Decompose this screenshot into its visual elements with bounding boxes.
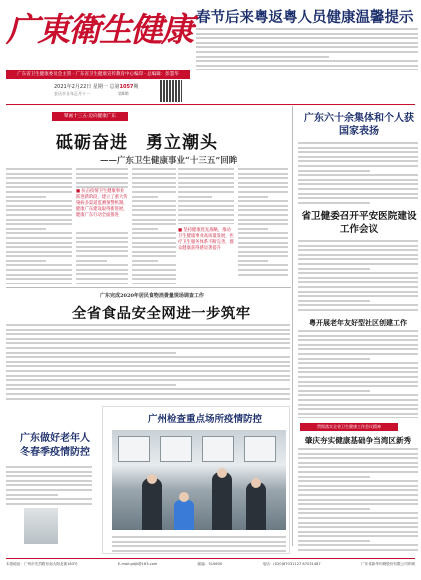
text-line — [298, 339, 418, 341]
header-rule — [6, 104, 415, 105]
text-line — [298, 522, 418, 524]
text-line — [238, 237, 288, 239]
text-line — [6, 375, 290, 377]
text-line — [178, 177, 234, 179]
text-line — [298, 258, 418, 260]
text-line — [298, 193, 418, 195]
top-story-body — [196, 28, 418, 70]
text-line — [132, 191, 176, 193]
text-line — [298, 453, 418, 455]
main-body-col1 — [6, 168, 72, 284]
text-line — [298, 417, 418, 418]
text-line — [132, 278, 176, 280]
right-story4-tag: 贯彻落实全省卫生健康工作会议精神 — [300, 423, 398, 431]
right-story3-headline[interactable]: 粤开展老年友好型社区创建工作 — [309, 318, 407, 327]
text-line — [238, 251, 288, 253]
text-line — [6, 228, 46, 230]
text-line — [6, 209, 72, 211]
text-line — [76, 182, 128, 184]
text-line — [238, 209, 288, 211]
text-line — [6, 338, 290, 340]
text-line — [6, 480, 92, 482]
text-line — [238, 200, 288, 202]
footer-email: E-mail:gdjk@163.com — [117, 562, 158, 566]
masthead-logo: 广東衛生健康 — [6, 10, 192, 49]
text-line — [238, 205, 288, 207]
text-line — [298, 485, 418, 487]
text-line — [298, 385, 418, 387]
text-line — [112, 536, 286, 538]
text-line — [6, 214, 72, 216]
text-line — [298, 390, 370, 392]
text-line — [76, 177, 128, 179]
text-line — [76, 283, 128, 284]
text-line — [196, 28, 418, 30]
text-line — [298, 197, 418, 199]
text-line — [132, 214, 176, 216]
text-line — [76, 260, 107, 262]
text-line — [298, 448, 418, 450]
text-line — [76, 232, 128, 234]
text-line — [238, 196, 268, 198]
text-line — [6, 177, 72, 179]
text-line — [196, 60, 418, 62]
text-line — [298, 394, 418, 396]
text-line — [298, 531, 418, 533]
text-line — [196, 42, 418, 44]
pull-quote-1: ■ 抗击疫情卫生健康事业跃进新阶段，建立了重大传染病多渠道监测预警机制，健康广东建设取得新进展，健康广东行动全面推进 — [76, 189, 128, 218]
text-line — [298, 508, 370, 510]
text-line — [6, 274, 72, 276]
text-line — [298, 281, 418, 283]
text-line — [132, 237, 176, 239]
issue-suffix: 期 — [133, 84, 139, 90]
text-line — [6, 379, 290, 381]
text-line — [298, 330, 418, 332]
side-image — [24, 508, 58, 544]
text-line — [132, 186, 176, 188]
photo-image[interactable] — [112, 430, 286, 530]
text-line — [178, 168, 234, 170]
text-line — [238, 274, 288, 276]
text-line — [76, 255, 128, 257]
issue-line — [54, 83, 138, 90]
right-story4-headline[interactable]: 肇庆夯实健康基础争当湾区新秀 — [304, 436, 412, 445]
text-line — [76, 246, 128, 248]
text-line — [238, 182, 288, 184]
text-line — [76, 173, 128, 175]
text-line — [298, 535, 418, 537]
main-subheadline: ——广东卫生健康事业“十三五”回眸 — [100, 156, 238, 166]
text-line — [298, 335, 418, 337]
text-line — [298, 457, 418, 459]
text-line — [238, 177, 288, 179]
text-line — [298, 404, 418, 406]
text-line — [132, 200, 176, 202]
side-image-box — [6, 508, 92, 552]
text-line — [6, 196, 46, 198]
footer-phone: 电话：(020)87031127 87031487 — [262, 562, 321, 566]
text-line — [132, 219, 176, 221]
text-line — [298, 371, 418, 373]
text-line — [6, 205, 72, 207]
text-line — [6, 342, 290, 344]
issue-date: 2021年2月22日 — [54, 84, 92, 90]
text-line — [238, 255, 288, 257]
section-tag: 擘画十三五·迈向健康广东 — [52, 112, 128, 121]
text-line — [6, 186, 72, 188]
text-line — [112, 545, 286, 547]
issue-weekday: 星期一 — [92, 84, 108, 90]
text-line — [298, 170, 370, 172]
text-line — [196, 33, 418, 35]
text-line — [6, 251, 72, 253]
text-line — [6, 471, 92, 473]
text-line — [132, 228, 158, 230]
text-line — [298, 277, 418, 279]
text-line — [196, 56, 329, 58]
text-line — [298, 295, 418, 297]
section-separator — [6, 287, 291, 288]
footer-address: 本报地址：广州市先烈路东南大街北街183号 — [6, 562, 78, 566]
text-line — [298, 462, 418, 464]
text-line — [132, 269, 176, 271]
text-line — [76, 168, 128, 170]
text-line — [298, 179, 418, 181]
text-line — [132, 223, 176, 225]
text-line — [298, 254, 418, 256]
text-line — [238, 191, 288, 193]
issue-label: 总第 — [109, 84, 120, 90]
main-body-col2a — [76, 168, 128, 188]
text-line — [76, 278, 128, 280]
text-line — [298, 526, 418, 528]
text-line — [132, 196, 158, 198]
story3-headline[interactable]: 广东做好老年人冬春季疫情防控 — [20, 433, 90, 458]
text-line — [298, 300, 370, 302]
text-line — [76, 269, 128, 271]
story3-body — [6, 466, 92, 506]
text-line — [298, 362, 418, 364]
text-line — [6, 191, 72, 193]
text-line — [132, 264, 176, 266]
text-line — [298, 304, 418, 306]
text-line — [196, 51, 418, 53]
text-line — [298, 309, 418, 311]
text-line — [238, 173, 288, 175]
right-story2-body — [298, 240, 418, 312]
text-line — [132, 177, 176, 179]
text-line — [298, 358, 370, 360]
text-line — [6, 466, 92, 468]
pull-quote-2: ■ 坚持健康优先战略，推动卫生健康事业高质量发展，医疗卫生服务体系不断完善，群众健康获得感显著提升 — [178, 228, 234, 251]
text-line — [298, 466, 418, 468]
text-line — [298, 544, 418, 546]
text-line — [298, 160, 418, 162]
text-line — [132, 173, 176, 175]
text-line — [132, 260, 158, 262]
text-line — [6, 329, 290, 331]
text-line — [298, 480, 418, 482]
text-line — [76, 241, 128, 243]
text-line — [238, 223, 288, 225]
masthead — [6, 4, 192, 56]
text-line — [6, 498, 92, 500]
right-story2-headline[interactable]: 省卫健委召开平安医院建设工作会议 — [301, 211, 417, 235]
text-line — [298, 489, 418, 491]
text-line — [238, 264, 288, 266]
text-line — [6, 219, 72, 221]
text-line — [298, 348, 418, 350]
text-line — [132, 251, 176, 253]
text-line — [6, 173, 72, 175]
text-line — [298, 344, 418, 346]
story2-headline[interactable]: 全省食品安全网进一步筑牢 — [72, 305, 251, 322]
text-line — [132, 255, 176, 257]
footer-rule — [6, 558, 415, 559]
text-line — [238, 228, 268, 230]
text-line — [298, 413, 418, 415]
issue-volume: 第8期 — [118, 91, 129, 96]
text-line — [298, 499, 418, 501]
text-line — [298, 174, 418, 176]
text-line — [238, 186, 288, 188]
text-line — [132, 168, 176, 170]
text-line — [238, 269, 288, 271]
sponsor-bar: 广东省卫生健康委员会主管 · 广东省卫生健康宣传教育中心编印 · 总编辑：彭慧华 — [6, 70, 190, 79]
text-line — [298, 353, 418, 355]
text-line — [6, 475, 92, 477]
text-line — [298, 286, 418, 288]
text-line — [6, 489, 92, 491]
main-body-col2b — [76, 232, 128, 284]
text-line — [6, 260, 46, 262]
text-line — [132, 242, 176, 244]
text-line — [238, 242, 288, 244]
text-line — [6, 365, 290, 367]
right-story3-body — [298, 330, 418, 418]
text-line — [132, 182, 176, 184]
photo-caption — [112, 536, 286, 552]
text-line — [6, 255, 72, 257]
text-line — [6, 333, 290, 335]
text-line — [6, 356, 290, 358]
text-line — [6, 388, 290, 390]
top-story-headline[interactable]: 春节后来粤返粤人员健康温馨提示 — [196, 9, 414, 26]
text-line — [6, 352, 176, 354]
text-line — [132, 232, 176, 234]
text-line — [298, 183, 418, 185]
story2-kicker: 广东完成2020年居民食物消费量规场调查工作 — [100, 293, 204, 299]
text-line — [298, 291, 418, 293]
text-line — [238, 232, 288, 234]
text-line — [6, 503, 92, 505]
footer — [6, 562, 415, 567]
text-line — [196, 46, 418, 48]
column-separator — [292, 106, 293, 546]
text-line — [6, 370, 290, 372]
text-line — [196, 37, 418, 39]
text-line — [298, 268, 370, 270]
text-line — [112, 550, 286, 552]
text-line — [132, 246, 176, 248]
text-line — [298, 165, 418, 167]
text-line — [298, 147, 418, 149]
text-line — [76, 186, 128, 188]
text-line — [6, 494, 58, 496]
text-line — [298, 272, 418, 274]
text-line — [178, 214, 234, 216]
text-line — [238, 168, 288, 170]
text-line — [6, 283, 72, 284]
text-line — [132, 205, 176, 207]
text-line — [298, 381, 418, 383]
text-line — [132, 274, 176, 276]
text-line — [132, 283, 176, 284]
text-line — [178, 186, 234, 188]
text-line — [298, 503, 418, 505]
right-story1-body — [298, 142, 418, 204]
text-line — [298, 408, 418, 410]
text-line — [298, 476, 370, 478]
text-line — [298, 263, 418, 265]
lunar-date: 农历辛丑年正月十一 — [54, 91, 90, 96]
text-line — [178, 209, 234, 211]
right-story4-body — [298, 448, 418, 554]
main-body-col3 — [132, 168, 176, 284]
text-line — [6, 223, 72, 225]
story2-body — [6, 324, 290, 402]
text-line — [6, 398, 290, 400]
text-line — [298, 399, 418, 401]
text-line — [6, 393, 290, 395]
text-line — [6, 232, 72, 234]
photo-story-headline[interactable]: 广州检查重点场所疫情防控 — [148, 414, 263, 425]
text-line — [6, 168, 72, 170]
text-line — [112, 541, 286, 543]
text-line — [298, 245, 418, 247]
text-line — [238, 246, 288, 248]
text-line — [238, 214, 288, 216]
main-body-col5 — [238, 168, 288, 278]
text-line — [76, 264, 128, 266]
text-line — [178, 219, 234, 221]
text-line — [6, 200, 72, 202]
text-line — [298, 376, 418, 378]
text-line — [298, 367, 418, 369]
text-line — [76, 250, 128, 252]
text-line — [6, 361, 290, 363]
right-story1-headline[interactable]: 广东六十余集体和个人获国家表扬 — [304, 113, 414, 137]
text-line — [238, 219, 288, 221]
text-line — [76, 273, 128, 275]
issue-number: 1057 — [119, 84, 134, 90]
text-line — [6, 182, 72, 184]
text-line — [6, 278, 72, 280]
text-line — [6, 484, 92, 486]
text-line — [178, 173, 234, 175]
text-line — [178, 191, 234, 193]
text-line — [298, 494, 418, 496]
text-line — [6, 237, 72, 239]
text-line — [298, 517, 418, 519]
text-line — [298, 188, 418, 190]
text-line — [298, 156, 418, 158]
text-line — [178, 182, 234, 184]
text-line — [298, 202, 370, 204]
text-line — [196, 69, 418, 70]
text-line — [298, 142, 418, 144]
text-line — [6, 324, 290, 326]
main-headline[interactable]: 砥砺奋进 勇立潮头 — [56, 133, 218, 153]
footer-printer: 广东省新华印刷股份有限公司印刷 — [361, 562, 415, 566]
text-line — [238, 260, 268, 262]
qr-code-icon[interactable] — [160, 80, 182, 102]
text-line — [178, 223, 234, 224]
text-line — [298, 540, 370, 542]
text-line — [298, 512, 418, 514]
text-line — [178, 205, 234, 207]
text-line — [178, 200, 234, 202]
text-line — [298, 549, 418, 551]
text-line — [132, 209, 176, 211]
text-line — [178, 196, 212, 198]
text-line — [196, 65, 418, 67]
main-body-col4a — [178, 168, 234, 224]
text-line — [76, 237, 128, 239]
text-line — [6, 264, 72, 266]
text-line — [6, 246, 72, 248]
text-line — [298, 240, 418, 242]
text-line — [6, 384, 176, 386]
text-line — [298, 151, 418, 153]
footer-post: 邮编：510600 — [197, 562, 223, 566]
text-line — [6, 269, 72, 271]
text-line — [298, 471, 418, 473]
text-line — [6, 347, 290, 349]
text-line — [298, 249, 418, 251]
text-line — [6, 242, 72, 244]
